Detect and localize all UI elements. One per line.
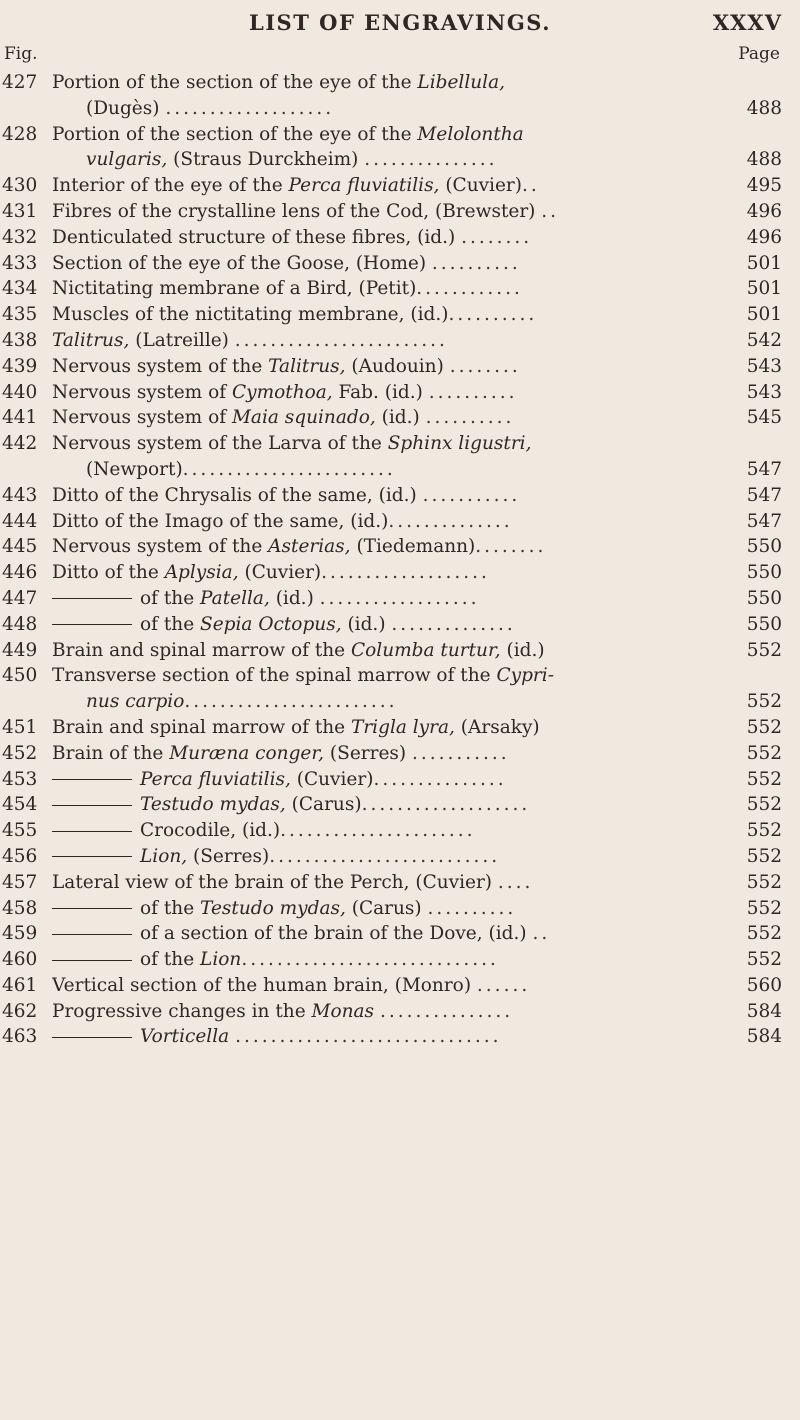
- italic-name: Melolontha: [417, 123, 524, 145]
- page-ref: 543: [746, 381, 782, 403]
- text-segment: (Audouin): [345, 355, 450, 377]
- list-item: [0, 947, 800, 973]
- text-segment: (Straus Durckheim): [167, 149, 365, 171]
- fig-number: 463: [2, 1026, 38, 1048]
- entry-title: [52, 586, 740, 612]
- list-item: [0, 380, 800, 406]
- list-item: [0, 689, 800, 715]
- page-ref: 545: [746, 407, 782, 429]
- list-item: [0, 328, 800, 354]
- text-segment: Nictitating membrane of a Bird, (Petit): [52, 278, 417, 300]
- fig-number: 458: [2, 897, 38, 919]
- italic-name: Perca fluviatilis,: [140, 768, 291, 790]
- fig-number: 435: [2, 304, 38, 326]
- entry-title: [86, 96, 740, 122]
- entry-title: [52, 251, 740, 277]
- leader-dots: ......................: [280, 820, 476, 842]
- page-ref: 547: [746, 458, 782, 480]
- page-ref: 547: [746, 510, 782, 532]
- leader-dots: ..: [541, 200, 560, 222]
- italic-name: Sphinx ligustri,: [387, 433, 532, 455]
- leader-dots: ..............................: [235, 1026, 502, 1048]
- text-segment: Progressive changes in the: [52, 1000, 312, 1022]
- ditto-rule: [52, 908, 132, 909]
- fig-number: 462: [2, 1000, 38, 1022]
- page-ref: 550: [746, 562, 782, 584]
- fig-number: 461: [2, 974, 38, 996]
- list-item: [0, 302, 800, 328]
- list-item: [0, 767, 800, 793]
- italic-name: Aplysia,: [164, 562, 239, 584]
- text-segment: (Latreille): [129, 329, 235, 351]
- list-item: [0, 638, 800, 664]
- entry-title: [52, 741, 740, 767]
- list-item: [0, 509, 800, 535]
- text-segment: Brain and spinal marrow of the: [52, 716, 351, 738]
- list-item: [0, 921, 800, 947]
- page-header: [0, 6, 800, 42]
- entry-title: [52, 431, 740, 457]
- text-segment: of the: [140, 587, 201, 609]
- list-item: [0, 405, 800, 431]
- list-item: [0, 96, 800, 122]
- text-segment: (Cuvier): [290, 768, 374, 790]
- entry-title: [52, 896, 740, 922]
- page-ref: 496: [746, 226, 782, 248]
- italic-name: Lion: [200, 949, 242, 971]
- leader-dots: ..............: [388, 510, 513, 532]
- leader-dots: ...................: [165, 97, 335, 119]
- fig-number: 451: [2, 716, 38, 738]
- fig-number: 456: [2, 845, 38, 867]
- entry-title: [52, 1024, 740, 1050]
- italic-name: Talitrus,: [268, 355, 346, 377]
- page-ref: 552: [746, 794, 782, 816]
- list-item: [0, 457, 800, 483]
- list-item: [0, 483, 800, 509]
- entry-title: [52, 405, 740, 431]
- list-item: [0, 818, 800, 844]
- entry-title: [52, 534, 740, 560]
- text-segment: (Tiedemann): [350, 536, 476, 558]
- leader-dots: ........: [475, 536, 547, 558]
- page-ref: 552: [746, 949, 782, 971]
- list-item: [0, 251, 800, 277]
- page-ref: 552: [746, 871, 782, 893]
- list-item: [0, 663, 800, 689]
- entry-title: [52, 122, 740, 148]
- fig-number: 459: [2, 923, 38, 945]
- leader-dots: ..........: [448, 304, 538, 326]
- page-ref: 560: [746, 974, 782, 996]
- entry-title: [52, 225, 740, 251]
- leader-dots: .............................: [241, 949, 499, 971]
- entry-title: [52, 354, 740, 380]
- engravings-list: [0, 70, 800, 1050]
- list-item: [0, 199, 800, 225]
- text-segment: (id.): [236, 820, 281, 842]
- leader-dots: ..........: [431, 252, 521, 274]
- italic-name: Cymothoa,: [231, 381, 333, 403]
- list-item: [0, 560, 800, 586]
- text-segment: Portion of the section of the eye of the: [52, 123, 418, 145]
- leader-dots: ........................: [182, 458, 396, 480]
- text-segment: of the: [140, 949, 201, 971]
- fig-number: 427: [2, 72, 38, 93]
- italic-name: Testudo mydas,: [140, 794, 286, 816]
- entry-title: [52, 276, 740, 302]
- entry-title: [52, 715, 740, 741]
- text-segment: of a section of the brain of the Dove, (id.): [140, 923, 533, 945]
- text-segment: (Cuvier): [439, 175, 522, 197]
- list-item: [0, 431, 800, 457]
- page-ref: 552: [746, 742, 782, 764]
- text-segment: Nervous system of the: [52, 536, 269, 558]
- page-ref: 552: [746, 639, 782, 661]
- fig-number: 440: [2, 381, 38, 403]
- text-segment: Nervous system of: [52, 407, 232, 429]
- fig-number: 433: [2, 252, 38, 274]
- ditto-rule: [52, 624, 132, 625]
- entry-title: [86, 147, 740, 173]
- italic-name: Sepia Octopus,: [200, 613, 342, 635]
- text-segment: (Carus): [285, 794, 362, 816]
- list-item: [0, 844, 800, 870]
- text-segment: Brain and spinal marrow of the: [52, 639, 351, 661]
- text-segment: (id.): [375, 407, 426, 429]
- fig-number: 457: [2, 871, 38, 893]
- page-ref: 550: [746, 613, 782, 635]
- entry-title: [52, 999, 740, 1025]
- entry-title: [86, 689, 740, 715]
- page-ref: 552: [746, 897, 782, 919]
- italic-name: Vorticella: [140, 1026, 230, 1048]
- ditto-rule: [52, 1037, 132, 1038]
- text-segment: Nervous system of: [52, 381, 232, 403]
- list-item: [0, 1024, 800, 1050]
- text-segment: (Serres): [324, 742, 412, 764]
- text-segment: Ditto of the: [52, 562, 165, 584]
- leader-dots: ........................: [234, 329, 448, 351]
- entry-title: [52, 380, 740, 406]
- list-item: [0, 70, 800, 96]
- leader-dots: ...............: [373, 768, 507, 790]
- italic-name: Columba turtur,: [351, 639, 501, 661]
- text-segment: Interior of the eye of the: [52, 175, 289, 197]
- text-segment: Ditto of the Chrysalis of the same, (id.): [52, 484, 423, 506]
- list-item: [0, 534, 800, 560]
- page-ref: 501: [746, 304, 782, 326]
- leader-dots: ..........: [428, 381, 518, 403]
- list-item: [0, 276, 800, 302]
- text-segment: (Dugès): [86, 97, 166, 119]
- text-segment: (id.): [341, 613, 392, 635]
- page-ref: 552: [746, 716, 782, 738]
- text-segment: of the: [140, 613, 201, 635]
- leader-dots: ........: [461, 226, 533, 248]
- entry-title: [86, 457, 740, 483]
- fig-number: 445: [2, 536, 38, 558]
- leader-dots: ......: [476, 974, 531, 996]
- page-ref: 495: [746, 175, 782, 197]
- leader-dots: ..: [532, 923, 551, 945]
- list-item: [0, 792, 800, 818]
- ditto-rule: [52, 960, 132, 961]
- page-ref: 584: [746, 1000, 782, 1022]
- text-segment: Denticulated structure of these fibres, (id.): [52, 226, 462, 248]
- leader-dots: ..........: [425, 407, 515, 429]
- list-item: [0, 741, 800, 767]
- entry-title: [52, 844, 740, 870]
- fig-number: 450: [2, 665, 38, 687]
- text-segment: Portion of the section of the eye of the: [52, 72, 418, 93]
- italic-name: Libellula,: [417, 72, 505, 93]
- text-segment: (Serres): [187, 845, 270, 867]
- text-segment: (Cuvier): [238, 562, 322, 584]
- leader-dots: ..........................: [269, 845, 501, 867]
- fig-number: 441: [2, 407, 38, 429]
- ditto-rule: [52, 856, 132, 857]
- page-ref: 488: [746, 149, 782, 171]
- ditto-rule: [52, 805, 132, 806]
- text-segment: Crocodile,: [140, 820, 237, 842]
- entry-title: [52, 560, 740, 586]
- text-segment: of the: [140, 897, 201, 919]
- fig-number: 444: [2, 510, 38, 532]
- list-item: [0, 173, 800, 199]
- page-ref: 552: [746, 820, 782, 842]
- entry-title: [52, 638, 740, 664]
- leader-dots: ...............: [379, 1000, 514, 1022]
- entry-title: [52, 973, 740, 999]
- page-ref: 584: [746, 1026, 782, 1048]
- fig-number: 449: [2, 639, 38, 661]
- ditto-rule: [52, 934, 132, 935]
- list-item: [0, 870, 800, 896]
- entry-title: [52, 947, 740, 973]
- list-item: [0, 612, 800, 638]
- page-ref: 547: [746, 484, 782, 506]
- fig-number: 442: [2, 433, 38, 455]
- entry-title: [52, 302, 740, 328]
- list-item: [0, 999, 800, 1025]
- fig-number: 443: [2, 484, 38, 506]
- leader-dots: ........: [449, 355, 521, 377]
- list-item: [0, 122, 800, 148]
- text-segment: Vertical section of the human brain, (Monro): [52, 974, 477, 996]
- fig-number: 446: [2, 562, 38, 584]
- italic-name: Talitrus,: [52, 329, 130, 351]
- text-segment: Nervous system of the: [52, 355, 269, 377]
- text-segment: (id.): [269, 587, 320, 609]
- text-segment: Nervous system of the Larva of the: [52, 433, 388, 455]
- page-ref: 550: [746, 536, 782, 558]
- entry-title: [52, 818, 740, 844]
- text-segment: (Newport): [86, 458, 183, 480]
- italic-name: Asterias,: [268, 536, 351, 558]
- italic-name: Cypri-: [496, 665, 554, 687]
- fig-column-heading: Fig.: [4, 44, 38, 64]
- entry-title: [52, 509, 740, 535]
- fig-number: 432: [2, 226, 38, 248]
- entry-title: [52, 663, 740, 689]
- leader-dots: ..................: [319, 587, 480, 609]
- fig-number: 438: [2, 329, 38, 351]
- fig-number: 452: [2, 742, 38, 764]
- leader-dots: ........................: [184, 691, 398, 713]
- italic-name: vulgaris,: [86, 149, 168, 171]
- ditto-rule: [52, 831, 132, 832]
- entry-title: [52, 921, 740, 947]
- leader-dots: ...........: [412, 742, 510, 764]
- text-segment: (Carus): [345, 897, 428, 919]
- text-segment: Lateral view of the brain of the Perch, (Cuvier): [52, 871, 498, 893]
- page-ref: 552: [746, 691, 782, 713]
- fig-number: 453: [2, 768, 38, 790]
- entry-title: [52, 483, 740, 509]
- entry-title: [52, 767, 740, 793]
- page-ref: 552: [746, 923, 782, 945]
- entry-title: [52, 199, 740, 225]
- entry-title: [52, 328, 740, 354]
- list-item: [0, 354, 800, 380]
- page-ref: 543: [746, 355, 782, 377]
- list-item: [0, 896, 800, 922]
- list-item: [0, 586, 800, 612]
- fig-number: 460: [2, 949, 38, 971]
- italic-name: Perca fluviatilis,: [288, 175, 440, 197]
- text-segment: Ditto of the Imago of the same, (id.): [52, 510, 389, 532]
- leader-dots: ..........: [427, 897, 517, 919]
- text-segment: Transverse section of the spinal marrow of the: [52, 665, 497, 687]
- leader-dots: ..: [521, 175, 540, 197]
- leader-dots: ...............: [364, 149, 498, 171]
- italic-name: Patella,: [200, 587, 270, 609]
- leader-dots: ....: [497, 871, 534, 893]
- page-ref: 542: [746, 329, 782, 351]
- italic-name: Maia squinado,: [231, 407, 376, 429]
- fig-number: 448: [2, 613, 38, 635]
- italic-name: Lion,: [140, 845, 188, 867]
- page-ref: 488: [746, 97, 782, 119]
- italic-name: Muræna conger,: [169, 742, 325, 764]
- fig-number: 431: [2, 200, 38, 222]
- text-segment: (Arsaky): [454, 716, 540, 738]
- page-number: XXXV: [712, 10, 782, 35]
- text-segment: (id.): [500, 639, 545, 661]
- page-ref: 552: [746, 768, 782, 790]
- entry-title: [52, 70, 740, 96]
- fig-number: 455: [2, 820, 38, 842]
- text-segment: Fibres of the crystalline lens of the Cod, (Brewster): [52, 200, 542, 222]
- italic-name: Trigla lyra,: [351, 716, 455, 738]
- page-title: LIST OF ENGRAVINGS.: [248, 10, 552, 35]
- leader-dots: ............: [416, 278, 523, 300]
- page-ref: 552: [746, 845, 782, 867]
- page-column-heading: Page: [738, 44, 780, 64]
- italic-name: Testudo mydas,: [200, 897, 346, 919]
- list-item: [0, 225, 800, 251]
- text-segment: Section of the eye of the Goose, (Home): [52, 252, 432, 274]
- fig-number: 430: [2, 175, 38, 197]
- ditto-rule: [52, 598, 132, 599]
- entry-title: [52, 173, 740, 199]
- text-segment: Fab. (id.): [332, 381, 429, 403]
- entry-title: [52, 870, 740, 896]
- italic-name: Monas: [311, 1000, 375, 1022]
- list-item: [0, 147, 800, 173]
- list-item: [0, 715, 800, 741]
- page-ref: 550: [746, 587, 782, 609]
- page-ref: 501: [746, 278, 782, 300]
- list-item: [0, 973, 800, 999]
- fig-number: 439: [2, 355, 38, 377]
- ditto-rule: [52, 779, 132, 780]
- leader-dots: ...................: [361, 794, 531, 816]
- italic-name: nus carpio: [86, 691, 185, 713]
- text-segment: Muscles of the nictitating membrane, (id.): [52, 304, 449, 326]
- text-segment: Brain of the: [52, 742, 170, 764]
- leader-dots: ...........: [422, 484, 521, 506]
- fig-number: 447: [2, 587, 38, 609]
- fig-number: 434: [2, 278, 38, 300]
- page-ref: 496: [746, 200, 782, 222]
- entry-title: [52, 792, 740, 818]
- fig-number: 454: [2, 794, 38, 816]
- entry-title: [52, 612, 740, 638]
- leader-dots: ..............: [391, 613, 516, 635]
- fig-number: 428: [2, 123, 38, 145]
- leader-dots: ...................: [321, 562, 490, 584]
- page-ref: 501: [746, 252, 782, 274]
